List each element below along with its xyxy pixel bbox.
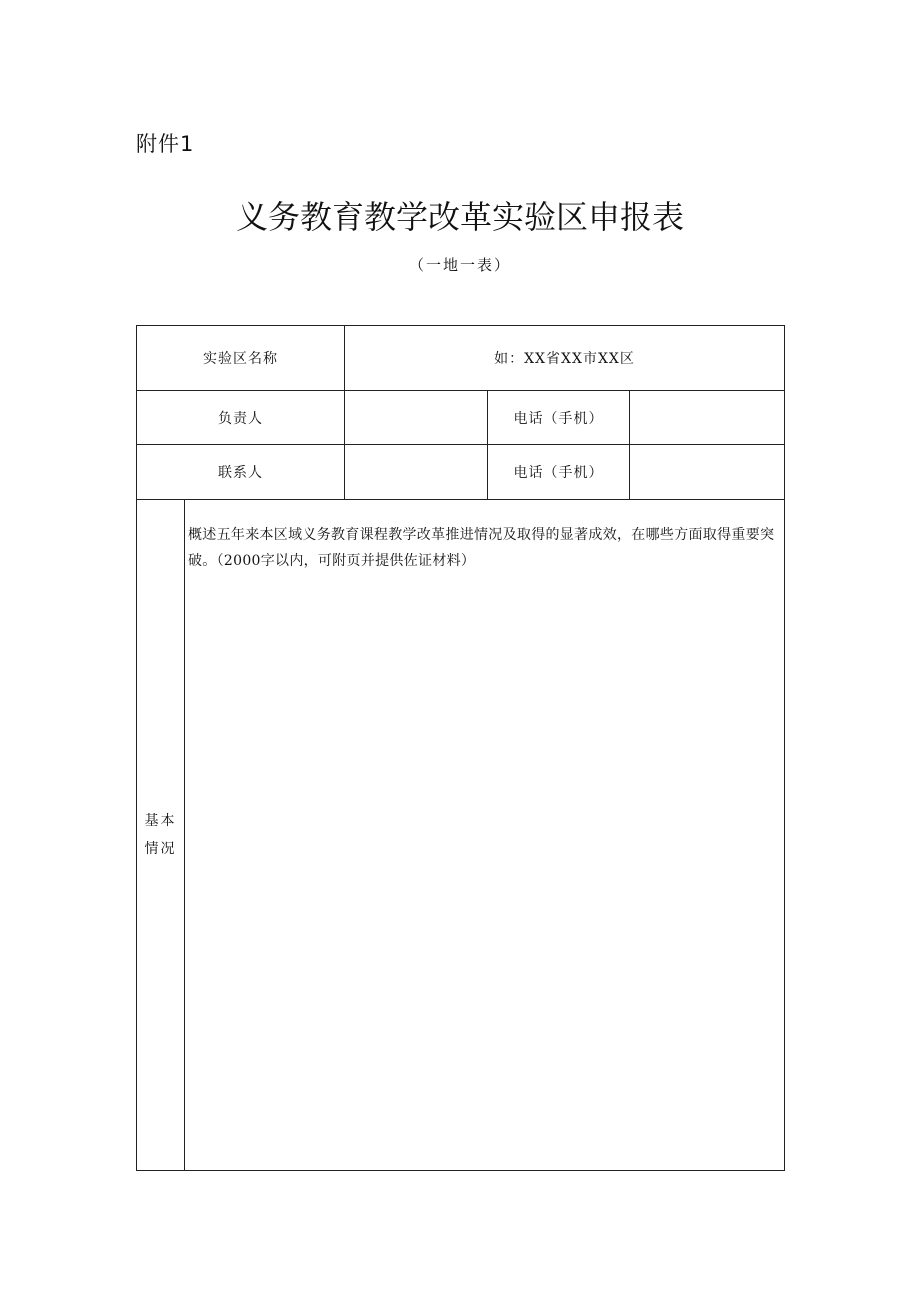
basic-info-label: 基本情况 bbox=[144, 813, 177, 857]
application-form-table bbox=[136, 325, 785, 1171]
leader-row bbox=[137, 391, 785, 445]
zone-name-label: 实验区名称 bbox=[137, 326, 345, 391]
zone-name-row bbox=[137, 326, 785, 391]
leader-phone-label: 电话（手机） bbox=[488, 391, 630, 445]
leader-field[interactable] bbox=[345, 391, 488, 445]
contact-phone-field[interactable] bbox=[630, 445, 785, 500]
contact-field[interactable] bbox=[345, 445, 488, 500]
basic-info-field[interactable] bbox=[185, 500, 785, 1171]
basic-info-row bbox=[137, 500, 785, 1171]
page-subtitle: （一地一表） bbox=[408, 256, 511, 274]
page-title: 义务教育教学改革实验区申报表 bbox=[235, 198, 684, 236]
contact-label: 联系人 bbox=[137, 445, 345, 500]
basic-info-prompt: 概述五年来本区域义务教育课程教学改革推进情况及取得的显著成效，在哪些方面取得重要突破。（2000字以内，可附页并提供佐证材料） bbox=[188, 527, 775, 569]
leader-phone-field[interactable] bbox=[630, 391, 785, 445]
leader-label: 负责人 bbox=[137, 391, 345, 445]
contact-phone-label: 电话（手机） bbox=[488, 445, 630, 500]
contact-row bbox=[137, 445, 785, 500]
basic-info-label-cell bbox=[137, 500, 185, 1171]
attachment-label: 附件1 bbox=[136, 132, 195, 156]
zone-name-field[interactable]: 如：XX省XX市XX区 bbox=[345, 326, 785, 391]
